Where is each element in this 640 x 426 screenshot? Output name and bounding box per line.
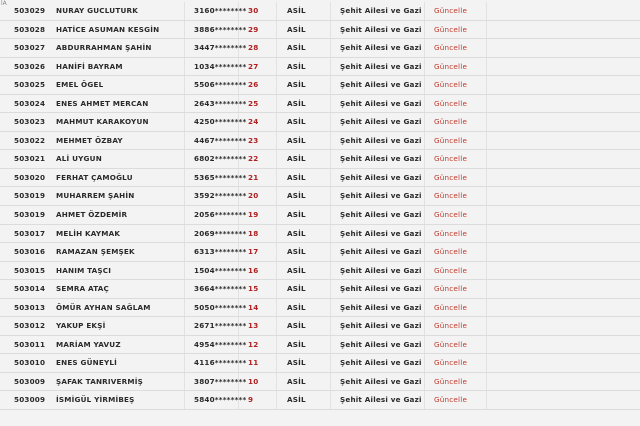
row-name-cell: FERHAT ÇAMOĞLU [56,172,133,182]
row-status-cell: ASİL [287,265,306,275]
update-link[interactable]: Güncelle [434,210,468,220]
row-type-cell: Şehit Ailesi ve Gazi [340,98,422,108]
row-type-cell: Şehit Ailesi ve Gazi [340,191,422,201]
row-rank-cell: 22 [248,154,259,164]
row-type-cell: Şehit Ailesi ve Gazi [340,172,422,182]
row-name-cell: MELİH KAYMAK [56,228,121,238]
table-row [0,95,640,114]
row-status-cell: ASİL [287,302,306,312]
table-row [0,280,640,299]
row-type-cell: Şehit Ailesi ve Gazi [340,61,422,71]
row-name-cell: HANİFİ BAYRAM [56,61,123,71]
results-table [0,2,640,410]
table-row [0,21,640,40]
row-name-cell: RAMAZAN ŞEMŞEK [56,247,135,257]
table-row [0,243,640,262]
row-tc-cell: 3447******** [194,43,247,53]
update-link[interactable]: Güncelle [434,61,468,71]
row-tc-cell: 4954******** [194,339,247,349]
row-rank-cell: 10 [248,376,259,386]
row-rank-cell: 17 [248,247,259,257]
row-status-cell: ASİL [287,284,306,294]
row-status-cell: ASİL [287,172,306,182]
row-rank-cell: 15 [248,284,259,294]
row-type-cell: Şehit Ailesi ve Gazi [340,358,422,368]
table-row [0,336,640,355]
row-name-cell: AHMET ÖZDEMİR [56,210,128,220]
update-link[interactable]: Güncelle [434,376,468,386]
row-name-cell: SEMRA ATAÇ [56,284,110,294]
table-row [0,58,640,77]
row-tc-cell: 2643******** [194,98,247,108]
update-link[interactable]: Güncelle [434,135,468,145]
row-type-cell: Şehit Ailesi ve Gazi [340,302,422,312]
row-rank-cell: 13 [248,321,259,331]
row-type-cell: Şehit Ailesi ve Gazi [340,284,422,294]
row-rank-cell: 23 [248,135,259,145]
row-name-cell: ENES GÜNEYLİ [56,358,118,368]
row-status-cell: ASİL [287,117,306,127]
update-link[interactable]: Güncelle [434,265,468,275]
row-status-cell: ASİL [287,135,306,145]
row-tc-cell: 4467******** [194,135,247,145]
row-type-cell: Şehit Ailesi ve Gazi [340,135,422,145]
row-id-cell: 503013 [14,302,46,312]
row-name-cell: MEHMET ÖZBAY [56,135,123,145]
row-name-cell: MAHMUT KARAKOYUN [56,117,149,127]
row-tc-cell: 5840******** [194,395,247,405]
row-rank-cell: 9 [248,395,254,405]
row-id-cell: 503011 [14,339,46,349]
update-link[interactable]: Güncelle [434,191,468,201]
row-status-cell: ASİL [287,395,306,405]
row-rank-cell: 26 [248,80,259,90]
update-link[interactable]: Güncelle [434,43,468,53]
row-name-cell: MUHARREM ŞAHİN [56,191,135,201]
row-id-cell: 503019 [14,191,46,201]
row-id-cell: 503012 [14,321,46,331]
row-tc-cell: 4116******** [194,358,247,368]
table-row [0,262,640,281]
row-status-cell: ASİL [287,228,306,238]
row-name-cell: NURAY GUCLUTURK [56,6,138,15]
row-type-cell: Şehit Ailesi ve Gazi [340,210,422,220]
update-link[interactable]: Güncelle [434,284,468,294]
row-type-cell: Şehit Ailesi ve Gazi [340,6,422,15]
table-row [0,317,640,336]
row-id-cell: 503015 [14,265,46,275]
row-type-cell: Şehit Ailesi ve Gazi [340,265,422,275]
row-status-cell: ASİL [287,98,306,108]
row-id-cell: 503022 [14,135,46,145]
row-name-cell: HANIM TAŞCI [56,265,112,275]
row-id-cell: 503026 [14,61,46,71]
row-rank-cell: 30 [248,6,259,15]
row-type-cell: Şehit Ailesi ve Gazi [340,80,422,90]
row-status-cell: ASİL [287,191,306,201]
row-status-cell: ASİL [287,61,306,71]
row-type-cell: Şehit Ailesi ve Gazi [340,117,422,127]
row-status-cell: ASİL [287,358,306,368]
table-row [0,206,640,225]
row-type-cell: Şehit Ailesi ve Gazi [340,43,422,53]
update-link[interactable]: Güncelle [434,358,468,368]
row-tc-cell: 3592******** [194,191,247,201]
row-tc-cell: 3160******** [194,6,247,15]
row-rank-cell: 11 [248,358,259,368]
row-tc-cell: 3886******** [194,24,247,34]
row-type-cell: Şehit Ailesi ve Gazi [340,24,422,34]
row-tc-cell: 3807******** [194,376,247,386]
table-row [0,354,640,373]
row-name-cell: ENES AHMET MERCAN [56,98,149,108]
row-id-cell: 503023 [14,117,46,127]
row-rank-cell: 14 [248,302,259,312]
update-link[interactable]: Güncelle [434,80,468,90]
row-status-cell: ASİL [287,321,306,331]
row-id-cell: 503017 [14,228,46,238]
row-name-cell: İSMİGÜL YİRMİBEŞ [56,395,135,405]
row-id-cell: 503020 [14,172,46,182]
row-type-cell: Şehit Ailesi ve Gazi [340,376,422,386]
row-status-cell: ASİL [287,154,306,164]
row-tc-cell: 1034******** [194,61,247,71]
row-id-cell: 503016 [14,247,46,257]
row-status-cell: ASİL [287,80,306,90]
row-name-cell: YAKUP EKŞİ [56,321,106,331]
row-type-cell: Şehit Ailesi ve Gazi [340,228,422,238]
row-rank-cell: 24 [248,117,259,127]
row-id-cell: 503009 [14,376,46,386]
row-tc-cell: 4250******** [194,117,247,127]
update-link[interactable]: Güncelle [434,228,468,238]
row-id-cell: 503027 [14,43,46,53]
row-name-cell: ŞAFAK TANRIVERMİŞ [56,376,143,386]
corner-text: lA [1,0,7,7]
table-row [0,299,640,318]
update-link[interactable]: Güncelle [434,117,468,127]
table-row [0,169,640,188]
row-status-cell: ASİL [287,376,306,386]
row-rank-cell: 20 [248,191,259,201]
row-status-cell: ASİL [287,247,306,257]
row-tc-cell: 6802******** [194,154,247,164]
table-row [0,113,640,132]
row-tc-cell: 1504******** [194,265,247,275]
update-link[interactable]: Güncelle [434,6,468,15]
row-type-cell: Şehit Ailesi ve Gazi [340,154,422,164]
update-link[interactable]: Güncelle [434,321,468,331]
row-rank-cell: 19 [248,210,259,220]
row-type-cell: Şehit Ailesi ve Gazi [340,321,422,331]
update-link[interactable]: Güncelle [434,302,468,312]
row-tc-cell: 6313******** [194,247,247,257]
row-type-cell: Şehit Ailesi ve Gazi [340,339,422,349]
table-row [0,132,640,151]
row-tc-cell: 2056******** [194,210,247,220]
row-id-cell: 503029 [14,6,46,15]
row-name-cell: ABDURRAHMAN ŞAHİN [56,43,152,53]
update-link[interactable]: Güncelle [434,395,468,405]
row-type-cell: Şehit Ailesi ve Gazi [340,395,422,405]
row-rank-cell: 27 [248,61,259,71]
row-id-cell: 503009 [14,395,46,405]
row-rank-cell: 28 [248,43,259,53]
table-row [0,150,640,169]
row-name-cell: ALİ UYGUN [56,154,102,164]
row-id-cell: 503010 [14,358,46,368]
row-id-cell: 503014 [14,284,46,294]
update-link[interactable]: Güncelle [434,172,468,182]
update-link[interactable]: Güncelle [434,154,468,164]
row-status-cell: ASİL [287,43,306,53]
row-type-cell: Şehit Ailesi ve Gazi [340,247,422,257]
table-row [0,39,640,58]
row-tc-cell: 5365******** [194,172,247,182]
update-link[interactable]: Güncelle [434,247,468,257]
row-name-cell: ÖMÜR AYHAN SAĞLAM [56,302,151,312]
row-rank-cell: 18 [248,228,259,238]
table-row [0,2,640,21]
table-row [0,187,640,206]
row-id-cell: 503021 [14,154,46,164]
row-rank-cell: 16 [248,265,259,275]
row-name-cell: MARİAM YAVUZ [56,339,121,349]
row-id-cell: 503019 [14,210,46,220]
row-id-cell: 503028 [14,24,46,34]
row-tc-cell: 2069******** [194,228,247,238]
row-tc-cell: 5050******** [194,302,247,312]
row-rank-cell: 21 [248,172,259,182]
row-id-cell: 503024 [14,98,46,108]
row-rank-cell: 12 [248,339,259,349]
table-row [0,391,640,410]
row-tc-cell: 3664******** [194,284,247,294]
row-status-cell: ASİL [287,24,306,34]
row-rank-cell: 25 [248,98,259,108]
update-link[interactable]: Güncelle [434,339,468,349]
row-id-cell: 503025 [14,80,46,90]
row-name-cell: HATİCE ASUMAN KESGİN [56,24,160,34]
row-status-cell: ASİL [287,339,306,349]
row-status-cell: ASİL [287,210,306,220]
table-row [0,373,640,392]
table-row [0,225,640,244]
row-rank-cell: 29 [248,24,259,34]
update-link[interactable]: Güncelle [434,98,468,108]
row-name-cell: EMEL ÖGEL [56,80,104,90]
row-status-cell: ASİL [287,6,306,15]
row-tc-cell: 5506******** [194,80,247,90]
row-tc-cell: 2671******** [194,321,247,331]
table-row [0,76,640,95]
update-link[interactable]: Güncelle [434,24,468,34]
